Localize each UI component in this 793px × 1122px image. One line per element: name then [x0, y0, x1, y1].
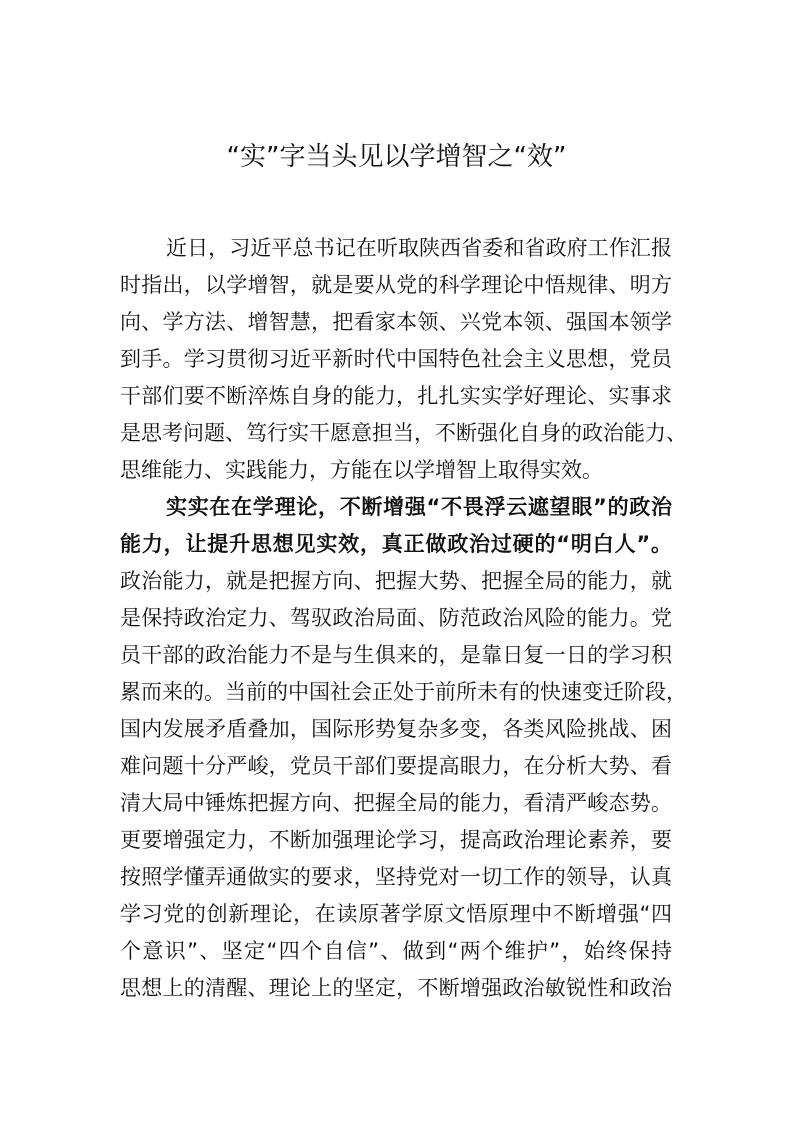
paragraph-line: 更要增强定力，不断加强理论学习，提高政治理论素养，要: [120, 828, 672, 852]
paragraph-line: 干部们要不断淬炼自身的能力，扎扎实实学好理论、实事求: [120, 384, 672, 408]
paragraph-line: 清大局中锤炼把握方向、把握全局的能力，看清严峻态势。: [120, 791, 672, 815]
document-body: [120, 230, 687, 1007]
paragraph-line: 向、学方法、增智慧，把看家本领、兴党本领、强国本领学: [120, 310, 672, 334]
paragraph-line: 时指出，以学增智，就是要从党的科学理论中悟规律、明方: [120, 273, 672, 297]
paragraph-line: 是思考问题、笃行实干愿意担当，不断强化自身的政治能力、: [120, 421, 687, 445]
paragraph-line: 到手。学习贯彻习近平新时代中国特色社会主义思想，党员: [120, 347, 672, 371]
bold-paragraph-line: 能力，让提升思想见实效，真正做政治过硬的“明白人”。: [120, 532, 672, 556]
paragraph-line: 是保持政治定力、驾驭政治局面、防范政治风险的能力。党: [120, 606, 672, 630]
paragraph-line: 思想上的清醒、理论上的坚定，不断增强政治敏锐性和政治: [120, 976, 672, 1000]
paragraph-line: 近日，习近平总书记在听取陕西省委和省政府工作汇报: [166, 236, 672, 260]
paragraph-line: 个意识”、坚定“四个自信”、做到“两个维护”，始终保持: [120, 939, 672, 963]
bold-paragraph-line: 实实在在学理论，不断增强“不畏浮云遮望眼”的政治: [166, 495, 672, 519]
paragraph-line: 思维能力、实践能力，方能在以学增智上取得实效。: [120, 458, 603, 482]
paragraph-line: 政治能力，就是把握方向、把握大势、把握全局的能力，就: [120, 569, 672, 593]
document-title: “实”字当头见以学增智之“效”: [226, 142, 567, 172]
paragraph-line: 按照学懂弄通做实的要求，坚持党对一切工作的领导，认真: [120, 865, 672, 889]
paragraph-line: 员干部的政治能力不是与生俱来的，是靠日复一日的学习积: [120, 643, 672, 667]
paragraph-line: 国内发展矛盾叠加，国际形势复杂多变，各类风险挑战、困: [120, 717, 672, 741]
paragraph-line: 学习党的创新理论，在读原著学原文悟原理中不断增强“四: [120, 902, 672, 926]
paragraph-line: 累而来的。当前的中国社会正处于前所未有的快速变迁阶段，: [120, 680, 687, 704]
paragraph-line: 难问题十分严峻，党员干部们要提高眼力，在分析大势、看: [120, 754, 672, 778]
